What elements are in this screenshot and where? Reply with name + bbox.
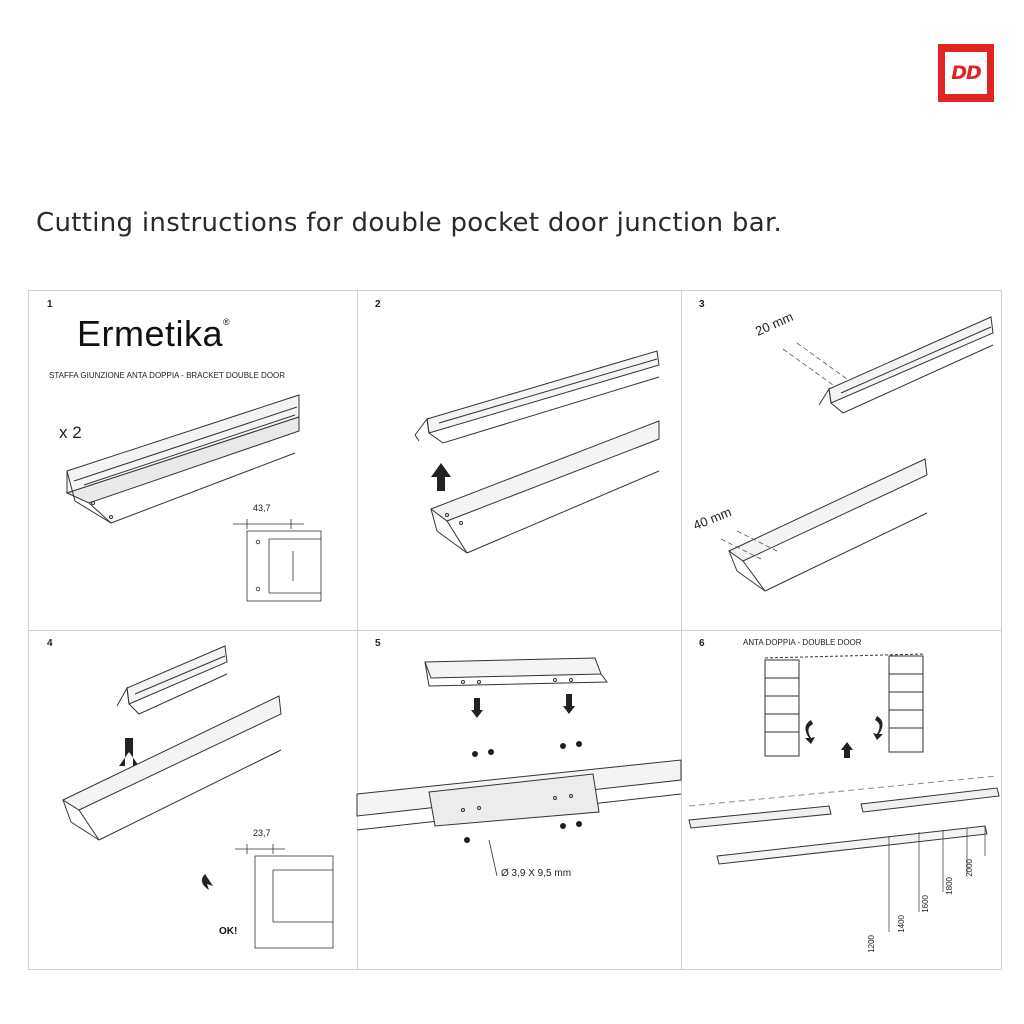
step-number: 5 [375, 638, 381, 649]
size-label: 1600 [921, 895, 930, 913]
bracket-screw-illustration [357, 630, 681, 969]
bracket-illustration [29, 291, 353, 630]
ok-label: OK! [219, 926, 238, 937]
size-label: 2000 [965, 859, 974, 877]
step-6-panel [681, 630, 1005, 969]
double-door-illustration [681, 630, 1005, 969]
cut-dimension-top: 20 mm [753, 308, 796, 339]
step-number: 6 [699, 638, 705, 649]
step-3-panel [681, 291, 1005, 630]
cut-measure-illustration [681, 291, 1005, 630]
instruction-grid [28, 290, 1002, 970]
screw-spec-label: Ø 3,9 X 9,5 mm [501, 868, 572, 879]
cut-dimension-bottom: 40 mm [691, 504, 734, 533]
rail-fit-illustration [29, 630, 353, 969]
step-number: 2 [375, 299, 381, 310]
step-5-panel [357, 630, 681, 969]
step-number: 1 [47, 299, 53, 310]
brand-logo [938, 44, 994, 102]
step-1-subtitle: STAFFA GIUNZIONE ANTA DOPPIA - BRACKET DOUBLE DOOR [49, 371, 286, 380]
step-2-panel [357, 291, 681, 630]
step-6-title: ANTA DOPPIA - DOUBLE DOOR [743, 638, 862, 647]
size-label: 1800 [945, 877, 954, 895]
quantity-label: x 2 [59, 423, 82, 442]
brand-logo-text: DD [945, 52, 987, 94]
step-4-panel [29, 630, 353, 969]
rail-insertion-illustration [357, 291, 681, 630]
brand-name: Ermetika® [77, 313, 231, 354]
dimension-label: 43,7 [253, 503, 271, 513]
size-label: 1400 [897, 915, 906, 933]
size-label: 1200 [867, 935, 876, 953]
page-title: Cutting instructions for double pocket door junction bar. [36, 208, 783, 238]
step-number: 3 [699, 299, 705, 310]
step-number: 4 [47, 638, 53, 649]
step-1-panel [29, 291, 353, 630]
dimension-label: 23,7 [253, 828, 271, 838]
